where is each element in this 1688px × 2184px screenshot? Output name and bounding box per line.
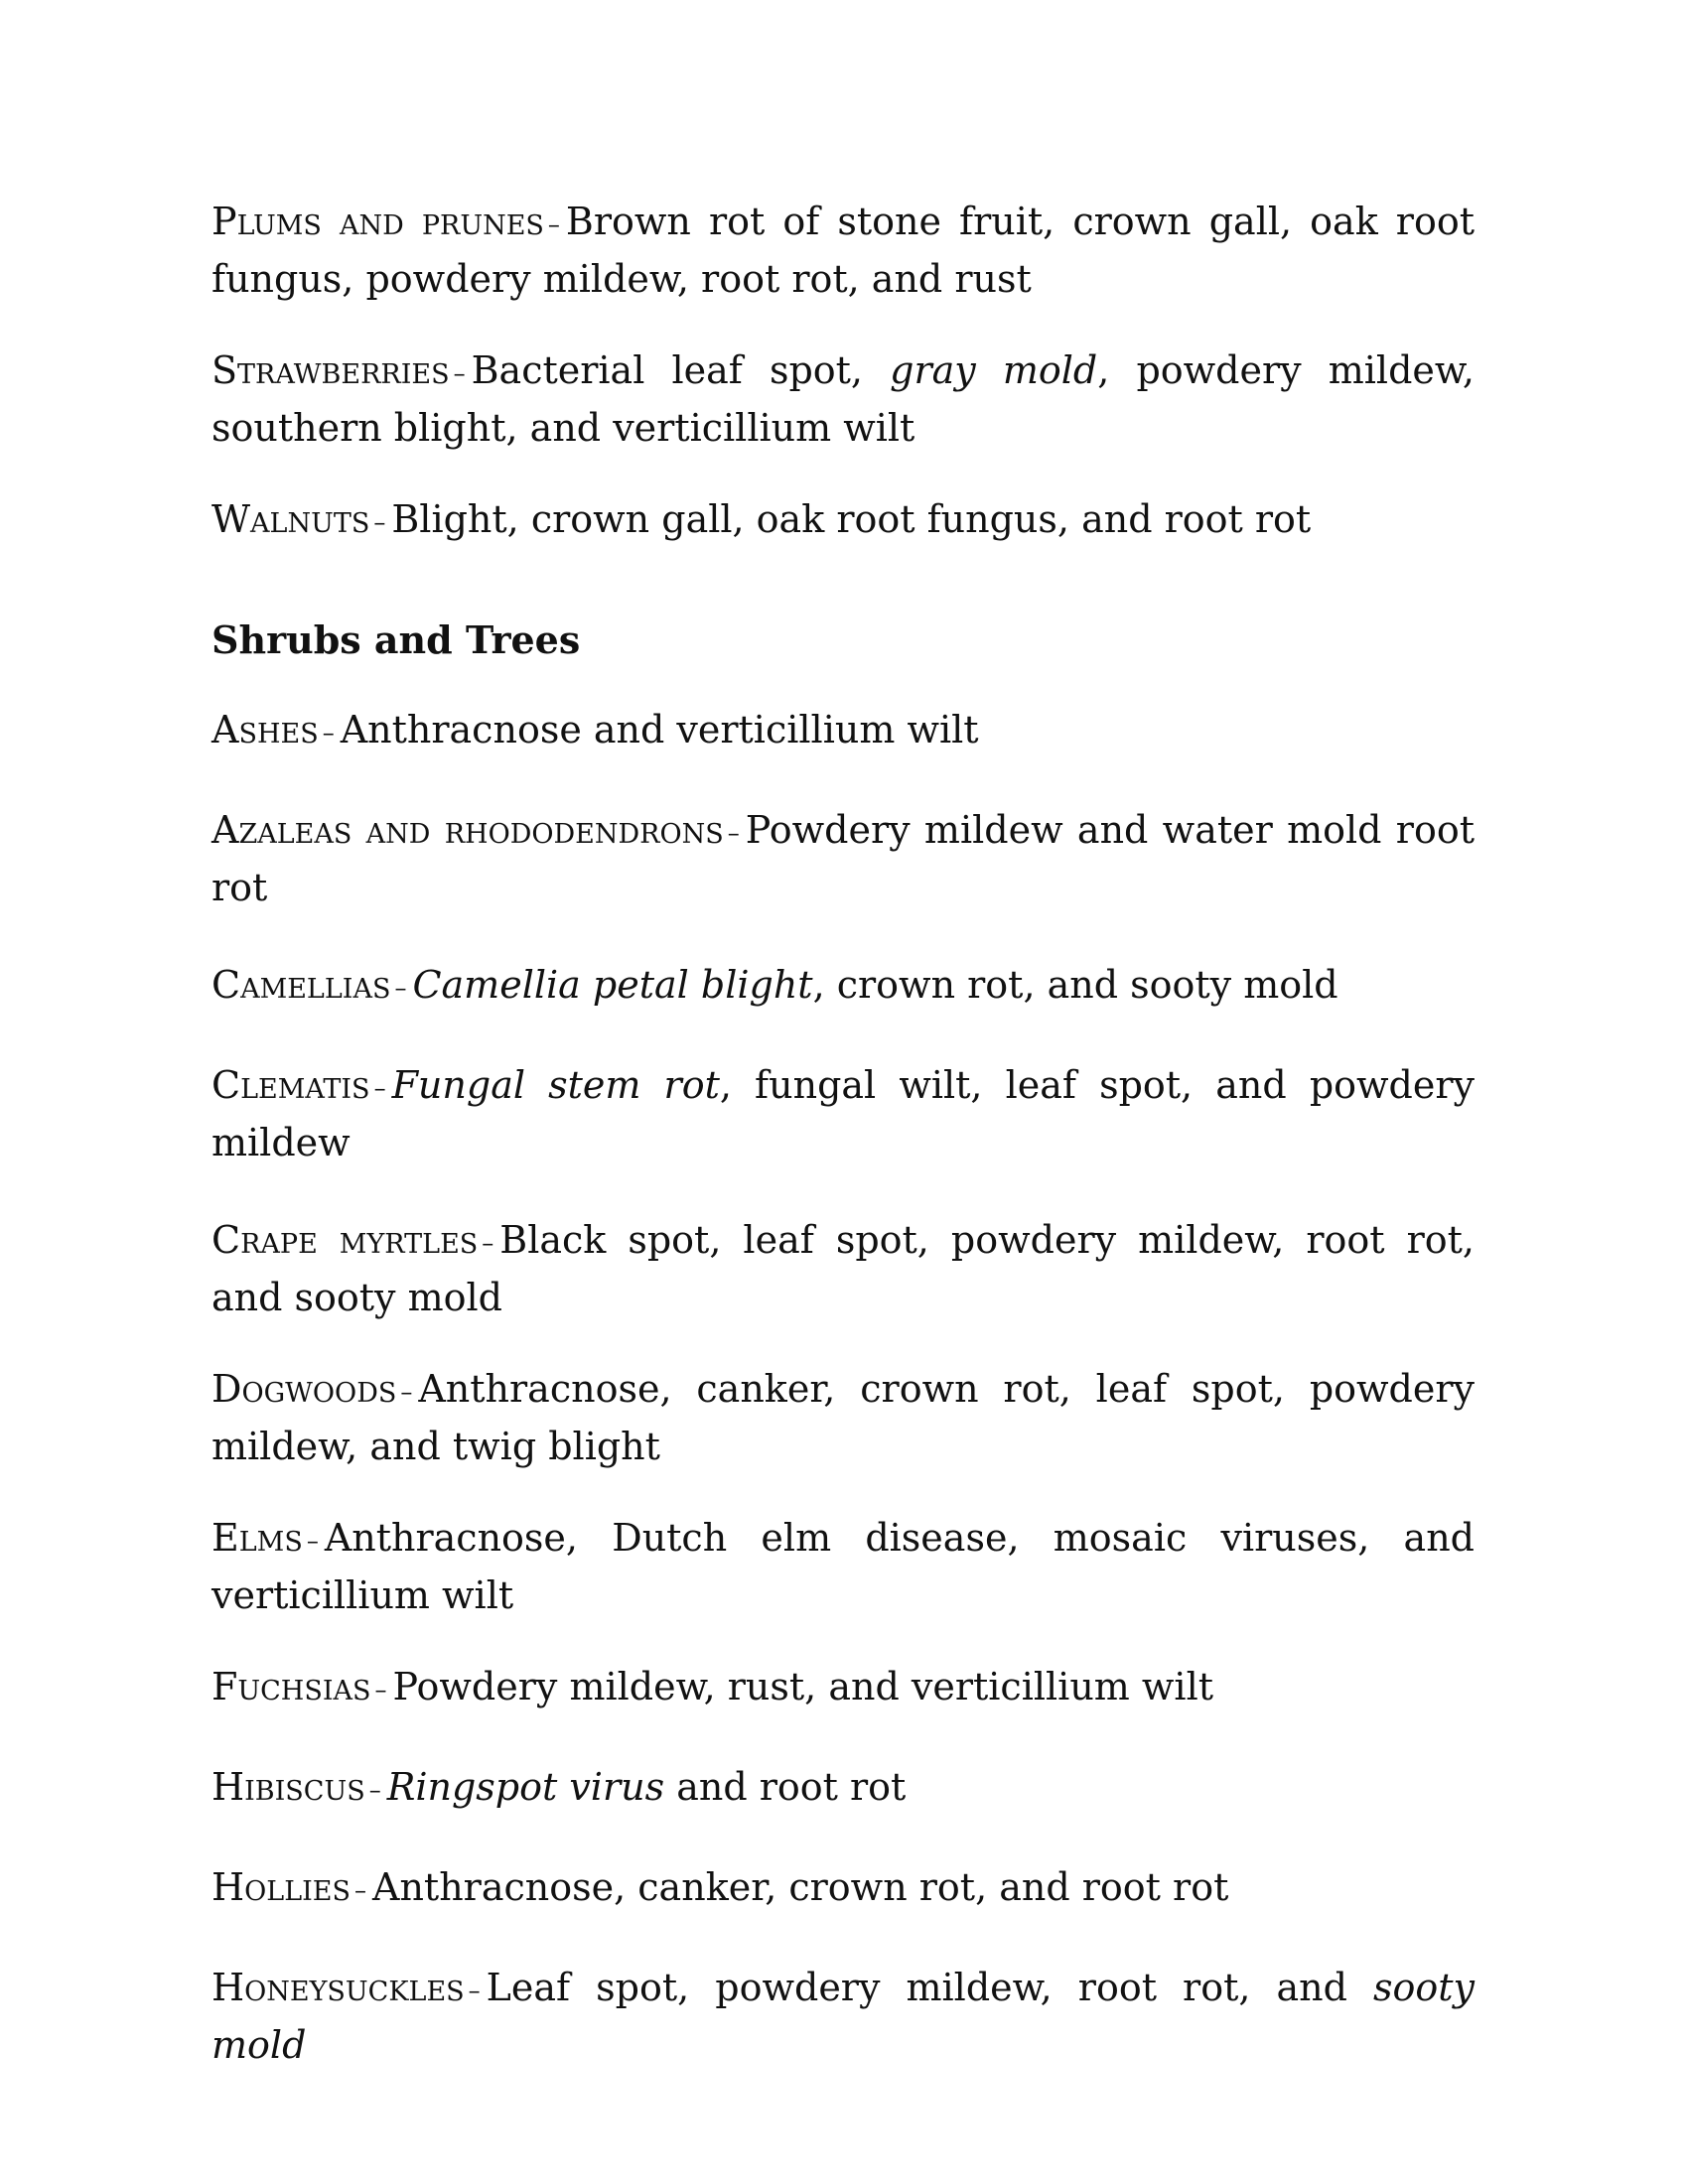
entry-name: Dogwoods	[211, 1367, 397, 1411]
section-heading: Shrubs and Trees	[211, 617, 581, 662]
entry-name: Walnuts	[211, 497, 370, 541]
entry-dash: –	[482, 1229, 494, 1257]
entry-name: Ashes	[211, 708, 319, 751]
entry-name: Azaleas and rhododendrons	[211, 808, 724, 852]
entry-hollies	[211, 1860, 1475, 1918]
entry-elms	[211, 1511, 1475, 1623]
entry-dash: –	[373, 1074, 386, 1102]
entry-dogwoods	[211, 1362, 1475, 1474]
entry-dash: –	[453, 359, 466, 387]
entry-name: Fuchsias	[211, 1665, 371, 1708]
entry-dash: –	[727, 819, 740, 847]
entry-dash: –	[306, 1527, 319, 1555]
entry-strawberries	[211, 343, 1475, 456]
entry-name: Crape myrtles	[211, 1218, 479, 1262]
entry-ashes	[211, 703, 1475, 760]
entry-text: Black spot, leaf spot, powdery mildew, root rot, and sooty mold	[211, 1218, 1475, 1319]
entry-dash: –	[373, 508, 386, 536]
entry-text: Powdery mildew, rust, and verticillium wilt	[392, 1665, 1214, 1708]
entry-text: Anthracnose, Dutch elm disease, mosaic viruses, and verticillium wilt	[211, 1516, 1475, 1617]
entry-text-italic: sooty mold	[211, 1966, 1475, 2067]
entry-text: Anthracnose and verticillium wilt	[340, 708, 979, 751]
entry-honeysuckles	[211, 1961, 1475, 2073]
entry-camellias	[211, 958, 1475, 1016]
entry-text: and root rot	[664, 1765, 907, 1809]
entry-dash: –	[468, 1977, 481, 2004]
entry-dash: –	[354, 1876, 367, 1904]
entry-name: Honeysuckles	[211, 1966, 465, 2009]
entry-name: Clematis	[211, 1063, 370, 1107]
entry-text-italic: Fungal stem rot	[391, 1063, 720, 1107]
entry-text-italic: Ringspot virus	[386, 1765, 665, 1809]
fruit-entries	[211, 195, 1475, 550]
entry-name: Elms	[211, 1516, 303, 1560]
entry-dash: –	[400, 1378, 413, 1406]
document-page	[211, 195, 1475, 2073]
entry-fuchsias	[211, 1660, 1475, 1717]
entry-text: , powdery mildew, southern blight, and verticillium wilt	[211, 348, 1475, 450]
entry-dash: –	[394, 974, 407, 1002]
entry-text: Anthracnose, canker, crown rot, leaf spot, powdery mildew, and twig blight	[211, 1367, 1475, 1468]
entry-dash: –	[547, 210, 560, 238]
entry-name: Hibiscus	[211, 1765, 365, 1809]
entry-walnuts	[211, 492, 1475, 550]
entry-text: Blight, crown gall, oak root fungus, and root rot	[391, 497, 1312, 541]
entry-text: Powdery mildew and water mold root rot	[211, 808, 1475, 909]
entry-text: , fungal wilt, leaf spot, and powdery mildew	[211, 1063, 1475, 1164]
entry-dash: –	[368, 1776, 381, 1804]
entry-text: Anthracnose, canker, crown rot, and root rot	[372, 1865, 1229, 1909]
entry-hibiscus	[211, 1760, 1475, 1818]
entry-text-italic: gray mold	[890, 348, 1098, 392]
entry-text: , crown rot, and sooty mold	[812, 963, 1338, 1007]
entry-text: Brown rot of stone fruit, crown gall, oak root fungus, powdery mildew, root rot, and rust	[211, 200, 1475, 301]
entry-plums	[211, 195, 1475, 307]
entry-name: Strawberries	[211, 348, 450, 392]
entry-name: Plums and prunes	[211, 200, 544, 243]
entry-text-italic: Camellia petal blight	[412, 963, 813, 1007]
entry-crape-myrtles	[211, 1213, 1475, 1325]
entry-text: Leaf spot, powdery mildew, root rot, and	[486, 1966, 1373, 2009]
entry-dash: –	[322, 719, 335, 747]
shrub-tree-entries	[211, 703, 1475, 2073]
entry-name: Hollies	[211, 1865, 352, 1909]
entry-clematis	[211, 1058, 1475, 1170]
entry-name: Camellias	[211, 963, 391, 1007]
entry-azaleas	[211, 803, 1475, 915]
entry-text: Bacterial leaf spot,	[471, 348, 891, 392]
entry-dash: –	[374, 1676, 387, 1704]
